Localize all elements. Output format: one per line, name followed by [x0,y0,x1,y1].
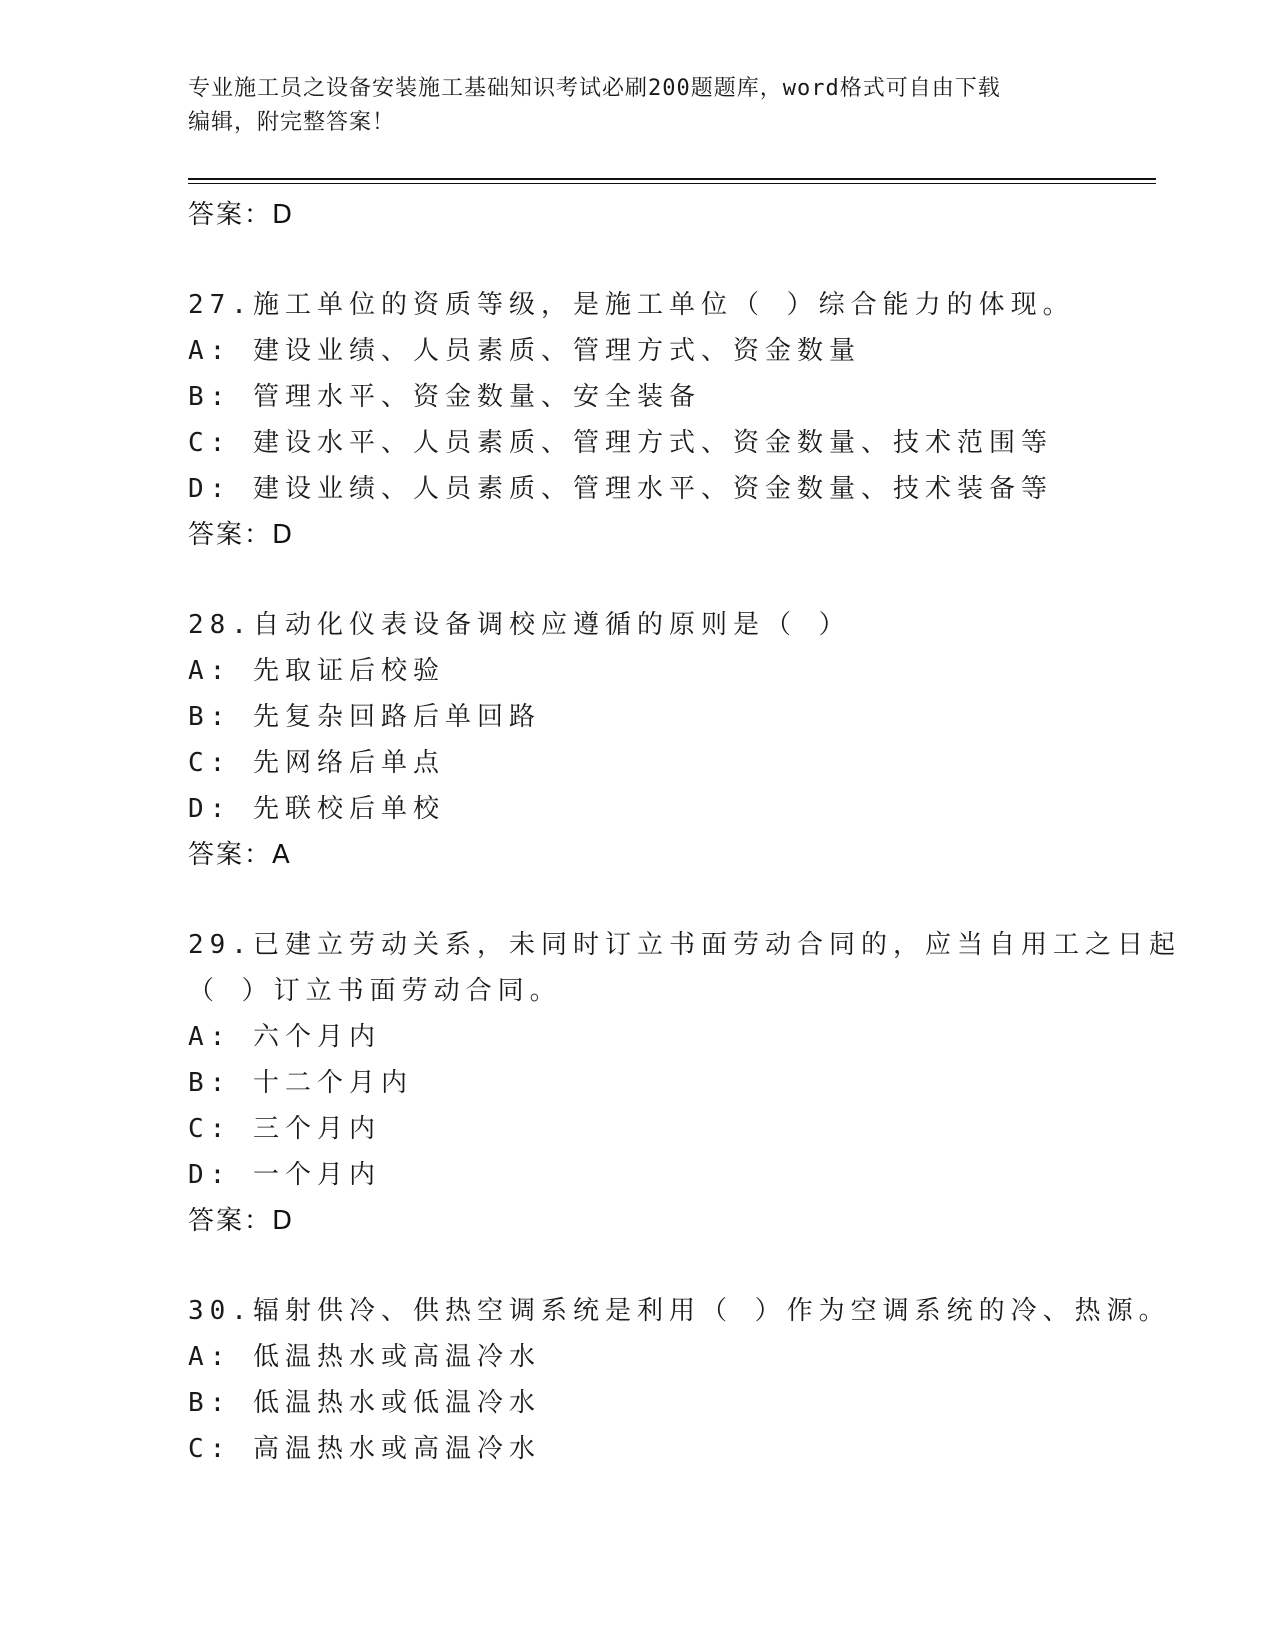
question-29 [188,922,1181,1244]
spacer [188,238,1148,282]
question-stem: 28.自动化仪表设备调校应遵循的原则是（ ） [188,610,851,640]
question-stem: 30.辐射供冷、供热空调系统是利用（ ）作为空调系统的冷、热源。 [188,1296,1171,1326]
option-d: D: 建设业绩、人员素质、管理水平、资金数量、技术装备等 [188,474,1053,504]
option-c: C: 先网络后单点 [188,748,445,778]
answer: 答案：D [188,520,295,550]
option-a: A: 建设业绩、人员素质、管理方式、资金数量 [188,336,861,366]
option-c: C: 高温热水或高温冷水 [188,1434,541,1464]
question-27 [188,282,1148,558]
question-28 [188,602,1148,878]
option-b: B: 十二个月内 [188,1068,413,1098]
question-stem: 27.施工单位的资质等级，是施工单位（ ）综合能力的体现。 [188,290,1075,320]
answer: 答案：A [188,840,292,870]
spacer [188,1244,1148,1288]
option-b: B: 先复杂回路后单回路 [188,702,541,732]
question-30 [188,1288,1171,1472]
option-c: C: 建设水平、人员素质、管理方式、资金数量、技术范围等 [188,428,1053,458]
spacer [188,878,1148,922]
header-divider-thick [188,178,1156,180]
header-line-2: 编辑，附完整答案！ [188,110,396,135]
option-c: C: 三个月内 [188,1114,381,1144]
document-header [188,72,1088,140]
previous-answer: 答案：D [188,200,295,230]
document-body [188,192,1181,1472]
option-b: B: 管理水平、资金数量、安全装备 [188,382,701,412]
option-d: D: 先联校后单校 [188,794,445,824]
option-a: A: 先取证后校验 [188,656,445,686]
question-stem: 29.已建立劳动关系，未同时订立书面劳动合同的，应当自用工之日起 [188,930,1181,960]
option-b: B: 低温热水或低温冷水 [188,1388,541,1418]
header-divider-thin [188,183,1156,184]
question-stem-continued: （ ）订立书面劳动合同。 [188,976,562,1006]
spacer [188,558,1148,602]
option-a: A: 六个月内 [188,1022,381,1052]
header-line-1: 专业施工员之设备安装施工基础知识考试必刷200题题库，word格式可自由下载 [188,76,1001,101]
answer: 答案：D [188,1206,295,1236]
option-a: A: 低温热水或高温冷水 [188,1342,541,1372]
option-d: D: 一个月内 [188,1160,381,1190]
